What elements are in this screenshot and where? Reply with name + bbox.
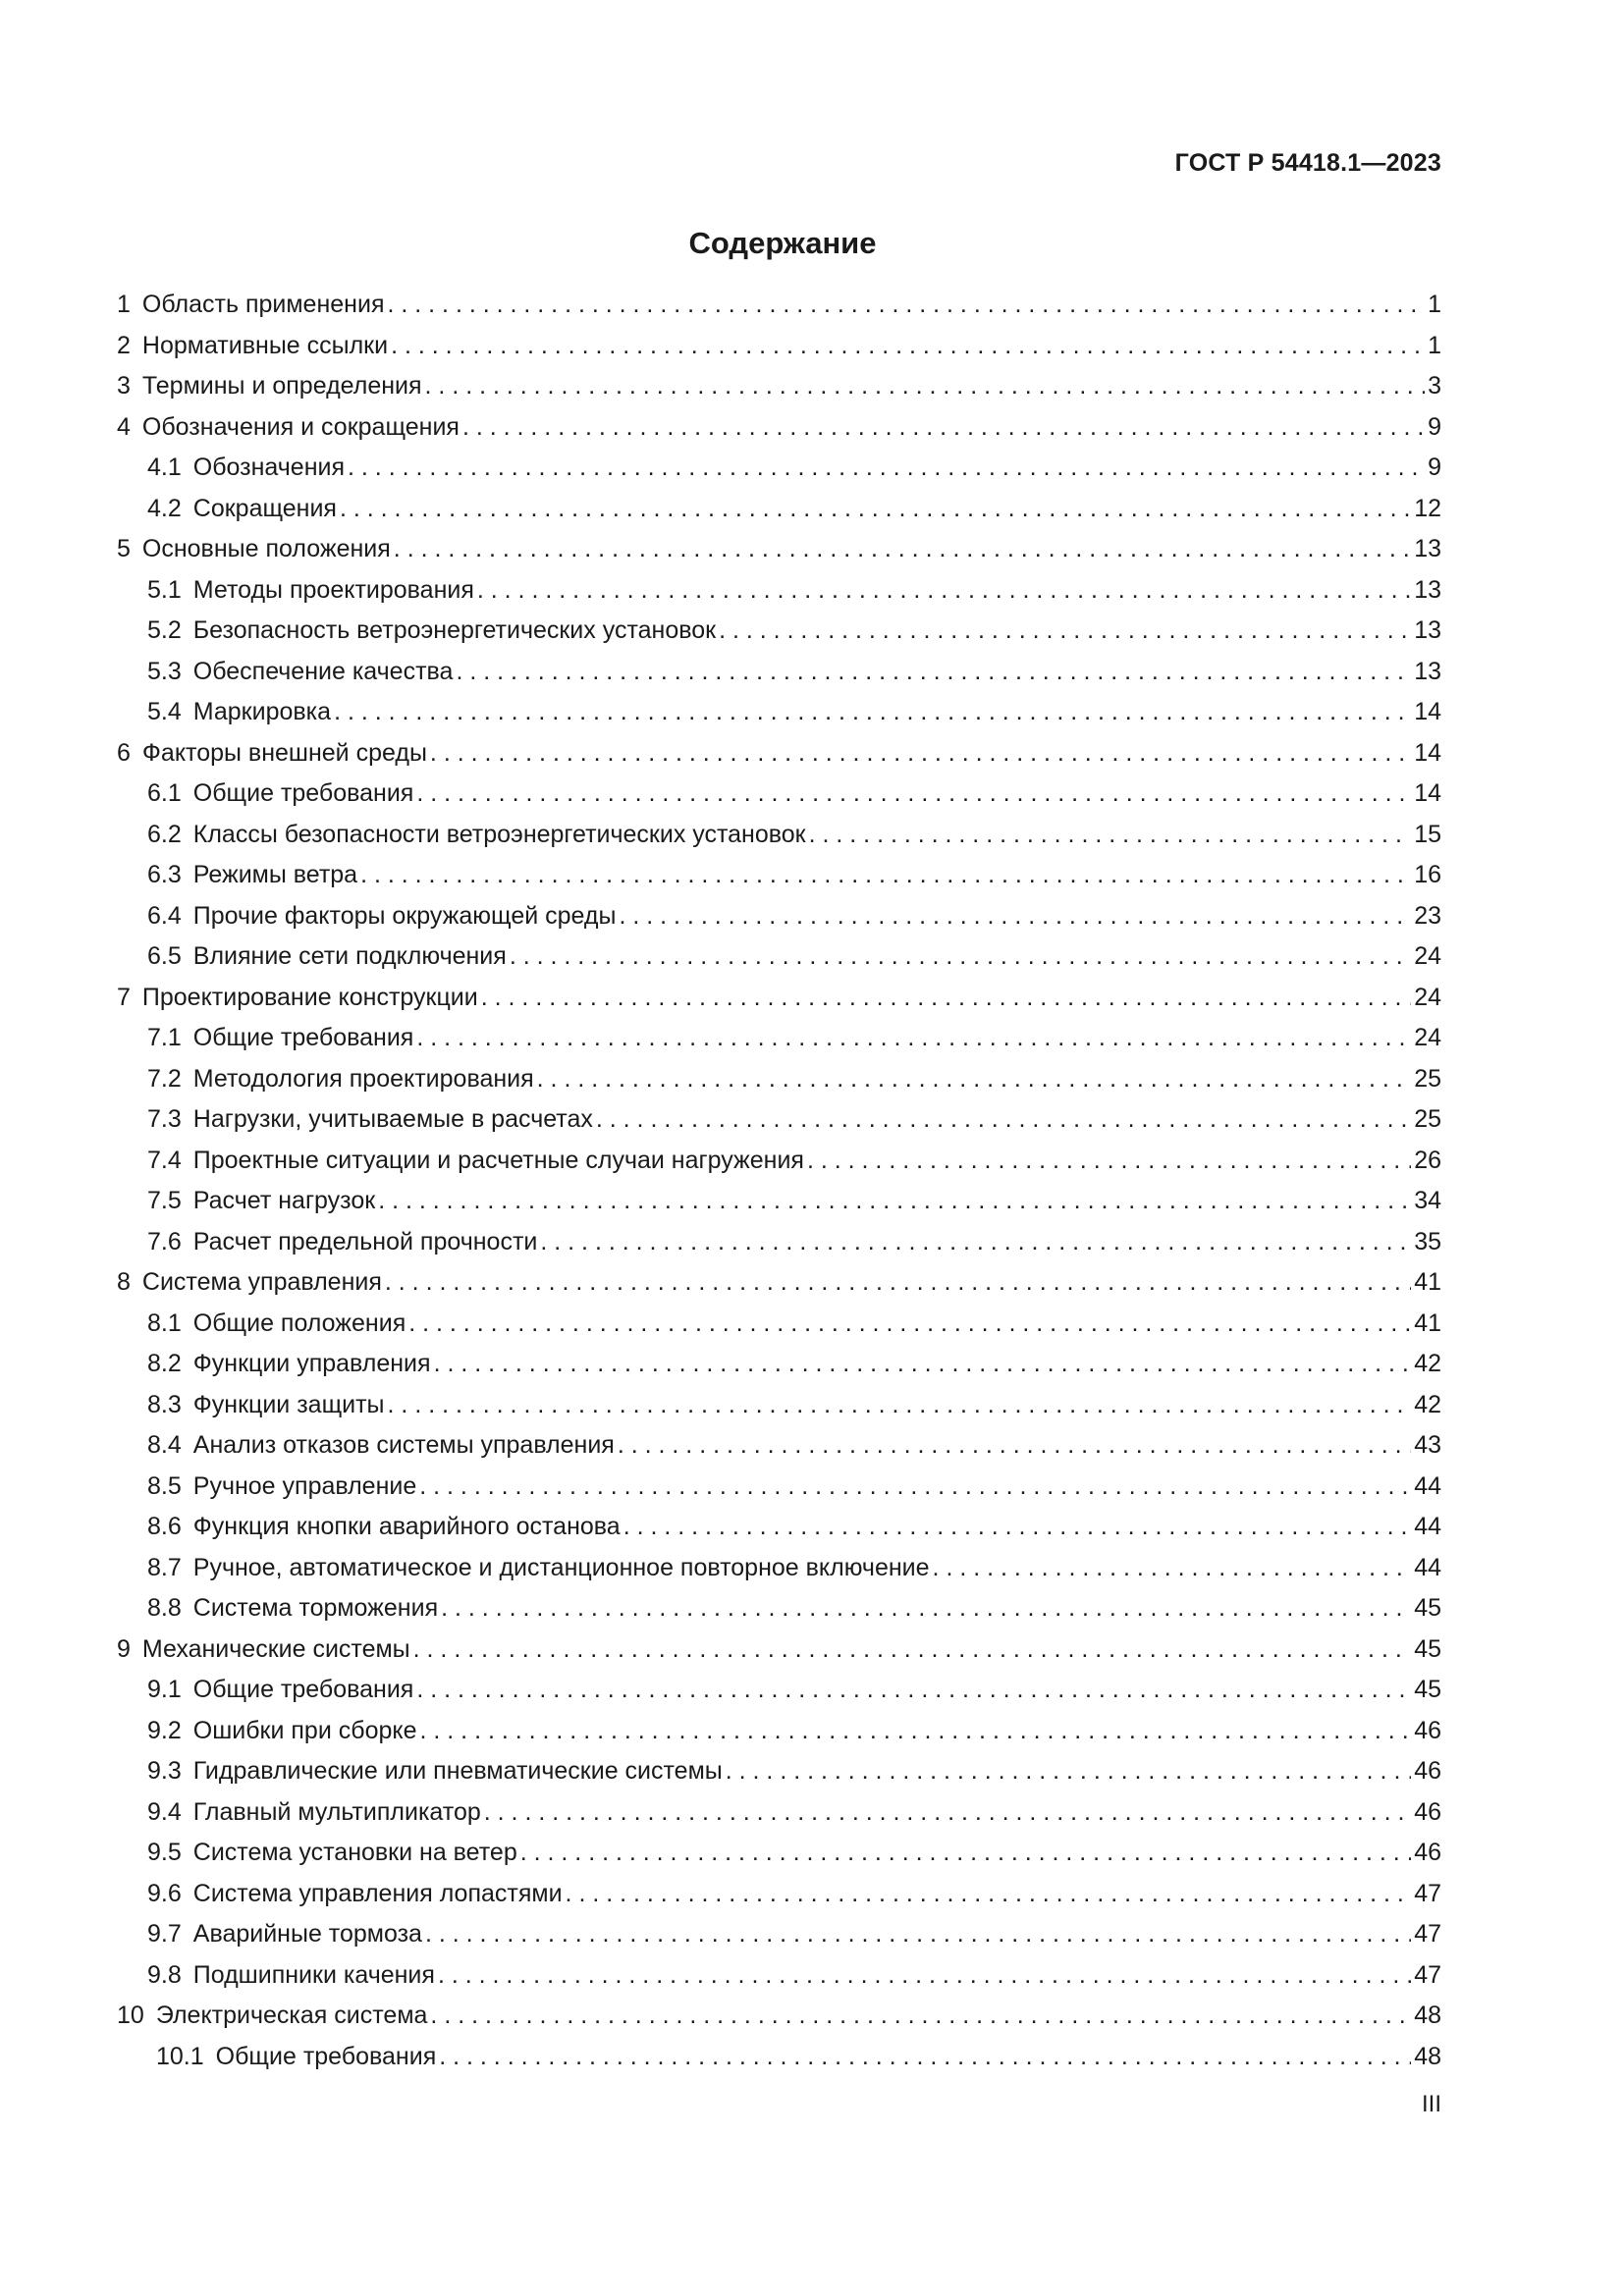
toc-entry-page: 13 xyxy=(1414,535,1441,562)
dot-leader xyxy=(462,407,1425,449)
toc-entry-page: 14 xyxy=(1414,738,1441,767)
toc-entry-title: Общие требования xyxy=(192,779,414,807)
toc-entry-title: Функции защиты xyxy=(192,1390,385,1418)
toc-entry-title: Область применения xyxy=(141,291,385,318)
toc-entry-page: 47 xyxy=(1414,1920,1441,1948)
toc-entry-number: 10 xyxy=(117,2002,144,2029)
page-title: Содержание xyxy=(688,226,877,260)
toc-entry-title: Сокращения xyxy=(192,494,337,522)
dot-leader xyxy=(425,1914,1411,1955)
toc-entry-number: 8 xyxy=(117,1268,131,1296)
dot-leader xyxy=(719,611,1411,652)
toc-entry-title: Электрическая система xyxy=(155,2002,428,2029)
toc-entry-number: 1 xyxy=(117,291,131,318)
toc-entry-number: 6.4 xyxy=(147,901,182,930)
dot-leader xyxy=(481,978,1411,1019)
toc-entry-number: 6.3 xyxy=(147,861,182,888)
toc-entry-title: Система управления xyxy=(141,1268,382,1296)
toc-entry-page: 44 xyxy=(1414,1471,1441,1500)
toc-entry[interactable] xyxy=(117,2037,1441,2078)
dot-leader xyxy=(416,1670,1411,1711)
toc-entry-number: 9.2 xyxy=(147,1716,182,1744)
toc-entry[interactable] xyxy=(117,1548,1441,1589)
toc-entry[interactable] xyxy=(117,1304,1441,1345)
toc-entry-page: 14 xyxy=(1414,779,1441,807)
toc-entry-number: 7.4 xyxy=(147,1146,182,1174)
dot-leader xyxy=(456,652,1411,693)
toc-entry-page: 45 xyxy=(1414,1594,1441,1622)
toc-entry-title: Общие положения xyxy=(192,1308,406,1337)
toc-entry[interactable] xyxy=(117,285,1441,326)
toc-entry[interactable] xyxy=(117,1792,1441,1834)
toc-entry-page: 24 xyxy=(1414,942,1441,970)
toc-entry-title: Расчет нагрузок xyxy=(192,1187,376,1214)
toc-entry[interactable] xyxy=(117,1018,1441,1059)
toc-entry[interactable] xyxy=(117,1996,1441,2037)
toc-entry-title: Общие требования xyxy=(215,2042,437,2070)
toc-entry-title: Механические системы xyxy=(141,1634,410,1663)
toc-entry-number: 5 xyxy=(117,535,131,562)
toc-entry-page: 48 xyxy=(1414,2042,1441,2070)
dot-leader xyxy=(540,1222,1411,1263)
dot-leader xyxy=(416,774,1411,815)
toc-entry-number: 4.2 xyxy=(147,494,182,522)
toc-entry-page: 24 xyxy=(1414,983,1441,1011)
toc-entry-title: Обеспечение качества xyxy=(192,657,454,685)
toc-entry-number: 3 xyxy=(117,372,131,400)
toc-entry-page: 35 xyxy=(1414,1227,1441,1255)
toc-entry[interactable] xyxy=(117,1833,1441,1874)
toc-entry-page: 24 xyxy=(1414,1024,1441,1051)
toc-entry-title: Проектные ситуации и расчетные случаи нагружения xyxy=(192,1146,804,1174)
toc-entry[interactable] xyxy=(117,1711,1441,1752)
toc-entry[interactable] xyxy=(117,1141,1441,1182)
toc-entry[interactable] xyxy=(117,1507,1441,1548)
toc-entry[interactable] xyxy=(117,1344,1441,1385)
toc-entry-page: 46 xyxy=(1414,1716,1441,1744)
dot-leader xyxy=(420,1711,1412,1752)
toc-entry-number: 7.1 xyxy=(147,1024,182,1051)
toc-entry-page: 16 xyxy=(1414,861,1441,888)
toc-entry-number: 8.6 xyxy=(147,1513,182,1540)
toc-entry-number: 6.1 xyxy=(147,779,182,807)
toc-entry-title: Ручное управление xyxy=(192,1471,417,1500)
toc-entry[interactable] xyxy=(117,489,1441,530)
toc-entry-title: Маркировка xyxy=(192,698,332,725)
toc-entry-title: Система установки на ветер xyxy=(192,1839,517,1866)
toc-entry-title: Система управления лопастями xyxy=(192,1879,563,1907)
toc-entry-page: 12 xyxy=(1414,494,1441,522)
document-id: ГОСТ Р 54418.1—2023 xyxy=(1174,149,1441,177)
toc-entry-title: Анализ отказов системы управления xyxy=(192,1431,615,1459)
dot-leader xyxy=(510,936,1411,978)
toc-entry-number: 9.7 xyxy=(147,1920,182,1948)
toc-entry-title: Ручное, автоматическое и дистанционное повторное включение xyxy=(192,1553,930,1581)
toc-entry[interactable] xyxy=(117,1467,1441,1508)
toc-entry-number: 6.5 xyxy=(147,942,182,970)
toc-entry-number: 7.3 xyxy=(147,1105,182,1133)
toc-entry-title: Прочие факторы окружающей среды xyxy=(192,901,617,930)
toc-entry-page: 1 xyxy=(1428,291,1441,318)
toc-entry-page: 42 xyxy=(1414,1350,1441,1377)
toc-entry[interactable] xyxy=(117,448,1441,489)
dot-leader xyxy=(439,2037,1411,2078)
toc-entry[interactable] xyxy=(117,896,1441,937)
toc-entry-number: 5.3 xyxy=(147,657,182,685)
toc-entry[interactable] xyxy=(117,570,1441,612)
toc-entry[interactable] xyxy=(117,1099,1441,1141)
toc-entry-number: 8.7 xyxy=(147,1553,182,1581)
dot-leader xyxy=(413,1629,1412,1671)
toc-entry-page: 47 xyxy=(1414,1879,1441,1907)
toc-entry-number: 9.3 xyxy=(147,1757,182,1785)
toc-entry-title: Обозначения и сокращения xyxy=(141,412,460,441)
toc-entry-page: 9 xyxy=(1428,412,1441,441)
toc-entry-title: Аварийные тормоза xyxy=(192,1920,422,1948)
toc-entry-page: 46 xyxy=(1414,1797,1441,1826)
toc-entry-number: 9 xyxy=(117,1634,131,1663)
toc-entry[interactable] xyxy=(117,1670,1441,1711)
toc-entry[interactable] xyxy=(117,326,1441,367)
dot-leader xyxy=(388,1385,1412,1426)
toc-entry-title: Методы проектирования xyxy=(192,575,474,604)
toc-entry-number: 4.1 xyxy=(147,454,182,481)
dot-leader xyxy=(566,1874,1412,1915)
toc-entry-title: Функции управления xyxy=(192,1350,431,1377)
toc-entry-page: 45 xyxy=(1414,1634,1441,1663)
dot-leader xyxy=(441,1588,1411,1629)
dot-leader xyxy=(619,896,1411,937)
toc-entry-number: 7.6 xyxy=(147,1227,182,1255)
toc-entry-title: Функция кнопки аварийного останова xyxy=(192,1513,621,1540)
toc-entry-page: 14 xyxy=(1414,698,1441,725)
toc-entry-page: 43 xyxy=(1414,1431,1441,1459)
dot-leader xyxy=(623,1507,1412,1548)
toc-entry[interactable] xyxy=(117,1181,1441,1222)
toc-entry-title: Расчет предельной прочности xyxy=(192,1227,538,1255)
dot-leader xyxy=(385,1262,1411,1304)
toc-entry[interactable] xyxy=(117,1914,1441,1955)
toc-entry[interactable] xyxy=(117,815,1441,856)
toc-entry-number: 5.4 xyxy=(147,698,182,725)
toc-entry-page: 41 xyxy=(1414,1268,1441,1296)
toc-entry[interactable] xyxy=(117,1629,1441,1671)
toc-entry-number: 5.2 xyxy=(147,616,182,644)
toc-entry-number: 7.2 xyxy=(147,1064,182,1093)
dot-leader xyxy=(807,1141,1411,1182)
toc-entry[interactable] xyxy=(117,1588,1441,1629)
toc-entry-title: Общие требования xyxy=(192,1024,414,1051)
toc-entry[interactable] xyxy=(117,1955,1441,1997)
toc-entry-number: 5.1 xyxy=(147,575,182,604)
toc-entry-title: Подшипники качения xyxy=(192,1960,435,1989)
toc-entry-number: 8.3 xyxy=(147,1390,182,1418)
dot-leader xyxy=(394,529,1411,570)
toc-entry-number: 9.8 xyxy=(147,1960,182,1989)
toc-entry[interactable] xyxy=(117,1425,1441,1467)
toc-entry[interactable] xyxy=(117,1262,1441,1304)
toc-entry[interactable] xyxy=(117,1059,1441,1100)
toc-entry-title: Влияние сети подключения xyxy=(192,942,507,970)
toc-entry-title: Нормативные ссылки xyxy=(141,331,389,359)
toc-entry-page: 15 xyxy=(1414,820,1441,848)
toc-entry[interactable] xyxy=(117,1874,1441,1915)
toc-entry-page: 44 xyxy=(1414,1513,1441,1540)
toc-entry-number: 2 xyxy=(117,331,131,359)
toc-entry-number: 9.6 xyxy=(147,1879,182,1907)
toc-entry[interactable] xyxy=(117,733,1441,774)
toc-entry-number: 8.2 xyxy=(147,1350,182,1377)
dot-leader xyxy=(408,1304,1411,1345)
dot-leader xyxy=(340,489,1411,530)
dot-leader xyxy=(520,1833,1411,1874)
toc-entry-number: 8.8 xyxy=(147,1594,182,1622)
dot-leader xyxy=(537,1059,1412,1100)
dot-leader xyxy=(378,1181,1411,1222)
toc-entry-page: 46 xyxy=(1414,1839,1441,1866)
dot-leader xyxy=(425,366,1426,407)
toc-entry-page: 34 xyxy=(1414,1187,1441,1214)
toc-entry-title: Общие требования xyxy=(192,1676,414,1703)
toc-entry-page: 25 xyxy=(1414,1064,1441,1093)
toc-entry[interactable] xyxy=(117,855,1441,896)
toc-entry-title: Нагрузки, учитываемые в расчетах xyxy=(192,1105,593,1133)
toc-entry-number: 7 xyxy=(117,983,131,1011)
toc-entry-number: 8.5 xyxy=(147,1471,182,1500)
toc-entry-title: Обозначения xyxy=(192,454,346,481)
dot-leader xyxy=(348,448,1425,489)
toc-entry-title: Гидравлические или пневматические системы xyxy=(192,1757,723,1785)
toc-entry-page: 46 xyxy=(1414,1757,1441,1785)
toc-entry-page: 42 xyxy=(1414,1390,1441,1418)
toc-entry-page: 13 xyxy=(1414,616,1441,644)
table-of-contents xyxy=(117,285,1441,2077)
dot-leader xyxy=(416,1018,1411,1059)
toc-entry-page: 25 xyxy=(1414,1105,1441,1133)
dot-leader xyxy=(434,1344,1412,1385)
toc-entry[interactable] xyxy=(117,611,1441,652)
toc-entry-title: Ошибки при сборке xyxy=(192,1716,417,1744)
toc-entry-page: 9 xyxy=(1428,454,1441,481)
dot-leader xyxy=(726,1751,1411,1792)
toc-entry-number: 6.2 xyxy=(147,820,182,848)
dot-leader xyxy=(477,570,1411,612)
toc-entry-title: Главный мультипликатор xyxy=(192,1797,481,1826)
toc-entry[interactable] xyxy=(117,529,1441,570)
dot-leader xyxy=(391,326,1425,367)
toc-entry-number: 4 xyxy=(117,412,131,441)
toc-entry-page: 13 xyxy=(1414,657,1441,685)
toc-entry[interactable] xyxy=(117,366,1441,407)
toc-entry-page: 41 xyxy=(1414,1308,1441,1337)
toc-entry-page: 3 xyxy=(1428,372,1441,400)
dot-leader xyxy=(360,855,1411,896)
dot-leader xyxy=(419,1467,1411,1508)
toc-entry[interactable] xyxy=(117,1751,1441,1792)
toc-entry-title: Термины и определения xyxy=(141,372,422,400)
toc-entry[interactable] xyxy=(117,1222,1441,1263)
toc-entry-page: 1 xyxy=(1428,331,1441,359)
toc-entry-number: 10.1 xyxy=(156,2042,204,2070)
toc-entry-title: Безопасность ветроэнергетических установок xyxy=(192,616,717,644)
toc-entry-number: 9.1 xyxy=(147,1676,182,1703)
toc-entry-page: 47 xyxy=(1414,1960,1441,1989)
toc-entry-title: Режимы ветра xyxy=(192,861,358,888)
toc-entry-page: 23 xyxy=(1414,901,1441,930)
toc-entry-page: 13 xyxy=(1414,575,1441,604)
dot-leader xyxy=(430,733,1411,774)
dot-leader xyxy=(334,692,1411,733)
toc-entry-number: 6 xyxy=(117,738,131,767)
toc-entry[interactable] xyxy=(117,936,1441,978)
dot-leader xyxy=(430,1996,1411,2037)
toc-entry-page: 45 xyxy=(1414,1676,1441,1703)
toc-entry[interactable] xyxy=(117,978,1441,1019)
toc-entry-page: 48 xyxy=(1414,2002,1441,2029)
toc-entry-title: Классы безопасности ветроэнергетических установок xyxy=(192,820,806,848)
toc-entry[interactable] xyxy=(117,1385,1441,1426)
toc-entry-page: 26 xyxy=(1414,1146,1441,1174)
dot-leader xyxy=(438,1955,1411,1997)
toc-entry-number: 8.4 xyxy=(147,1431,182,1459)
toc-entry-number: 9.5 xyxy=(147,1839,182,1866)
toc-entry-number: 7.5 xyxy=(147,1187,182,1214)
dot-leader xyxy=(596,1099,1411,1141)
dot-leader xyxy=(618,1425,1411,1467)
toc-entry[interactable] xyxy=(117,692,1441,733)
toc-entry-title: Проектирование конструкции xyxy=(141,983,478,1011)
toc-entry[interactable] xyxy=(117,774,1441,815)
page-number: III xyxy=(1421,2091,1441,2117)
dot-leader xyxy=(387,285,1425,326)
dot-leader xyxy=(484,1792,1411,1834)
toc-entry-title: Основные положения xyxy=(141,535,391,562)
dot-leader xyxy=(809,815,1412,856)
toc-entry[interactable] xyxy=(117,407,1441,449)
toc-entry-title: Система торможения xyxy=(192,1594,439,1622)
toc-entry-number: 9.4 xyxy=(147,1797,182,1826)
toc-entry[interactable] xyxy=(117,652,1441,693)
toc-entry-page: 44 xyxy=(1414,1553,1441,1581)
toc-entry-number: 8.1 xyxy=(147,1308,182,1337)
dot-leader xyxy=(933,1548,1412,1589)
toc-entry-title: Методология проектирования xyxy=(192,1064,534,1093)
toc-entry-title: Факторы внешней среды xyxy=(141,738,427,767)
